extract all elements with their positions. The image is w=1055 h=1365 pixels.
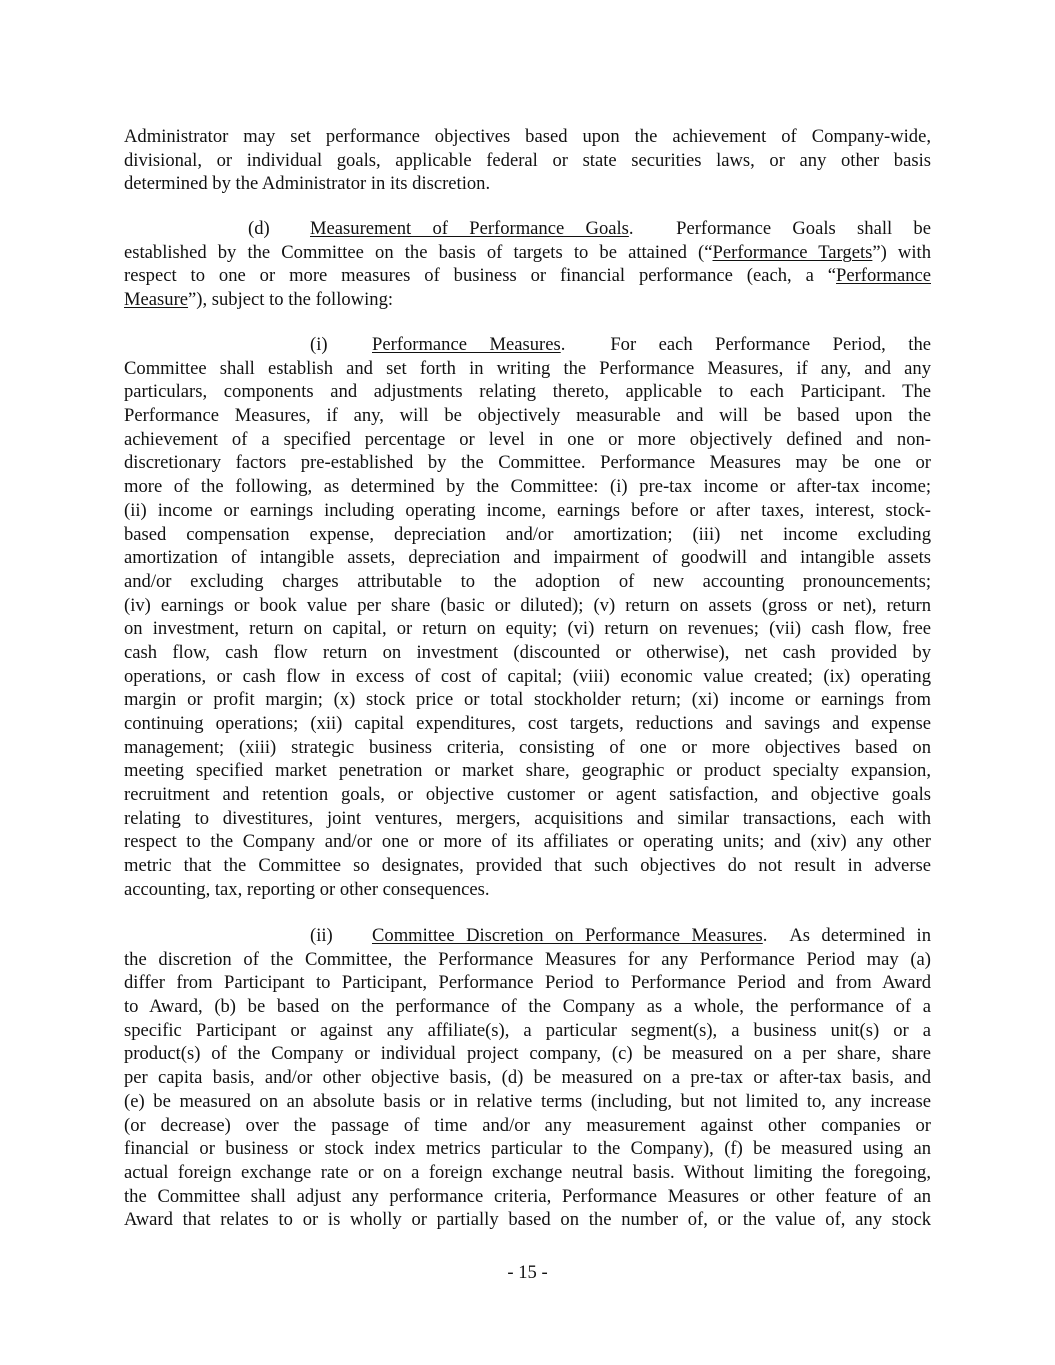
paragraph-intro	[124, 125, 931, 196]
section-heading: Performance Measures	[372, 334, 561, 355]
text-line: (ii) income or earnings including operating income, earnings before or after taxes, interest, stock-	[124, 499, 931, 521]
section-number: (i)	[310, 334, 328, 355]
text-line: accounting, tax, reporting or other consequences.	[124, 878, 490, 900]
text-line: amortization of intangible assets, depreciation and impairment of goodwill and intangible assets	[124, 547, 931, 569]
text-line: based compensation expense, depreciation and/or amortization; (iii) net income excluding	[124, 523, 931, 545]
text-line: on investment, return on capital, or return on equity; (vi) return on revenues; (vii) cash flow, free	[124, 618, 931, 640]
text-line: (iv) earnings or book value per share (basic or diluted); (v) return on assets (gross or net), return	[124, 594, 931, 616]
defined-term: Performance Targets	[712, 241, 873, 263]
text-line: financial or business or stock index metrics particular to the Company), (f) be measured using an	[124, 1138, 931, 1160]
defined-term: Performance	[836, 265, 931, 287]
section-number: (ii)	[310, 925, 333, 946]
text-line: metric that the Committee so designates, provided that such objectives do not result in adverse	[124, 855, 931, 877]
text-line: cash flow, cash flow return on investment (discounted or otherwise), net cash provided by	[124, 641, 931, 663]
text-line: (i) Performance Measures. For each Performance Period, the	[310, 334, 932, 355]
text-line: actual foreign exchange rate or on a foreign exchange neutral basis. Without limiting the foregoing,	[124, 1161, 931, 1183]
text-line: achievement of a specified percentage or level in one or more objectively defined and non-	[124, 428, 931, 450]
text-line: more of the following, as determined by the Committee: (i) pre-tax income or after-tax income;	[124, 476, 931, 498]
text-line: and/or excluding charges attributable to the adoption of new accounting pronouncements;	[124, 570, 931, 592]
text-line: divisional, or individual goals, applicable federal or state securities laws, or any other basis	[124, 149, 931, 171]
text-line: the Committee shall adjust any performance criteria, Performance Measures or other feature of an	[124, 1185, 931, 1207]
text-line: meeting specified market penetration or market share, geographic or product specialty expansion,	[124, 760, 931, 782]
text-line: Committee shall establish and set forth in writing the Performance Measures, if any, and any	[124, 357, 931, 379]
text-line: (or decrease) over the passage of time and/or any measurement against other companies or	[124, 1114, 931, 1136]
text-line: continuing operations; (xii) capital expenditures, cost targets, reductions and savings and expense	[124, 713, 931, 734]
section-heading: Committee Discretion on Performance Measures	[372, 925, 763, 946]
text-line: determined by the Administrator in its discretion.	[124, 173, 491, 195]
section-d-i	[124, 333, 931, 902]
section-number: (d)	[248, 218, 270, 239]
text-line: respect to the Company and/or one or more of its affiliates or operating units; and (xiv) any other	[124, 831, 931, 853]
defined-term: Measure	[124, 289, 189, 311]
text-line: Measure”), subject to the following:	[124, 289, 394, 311]
text-line: (e) be measured on an absolute basis or in relative terms (including, but not limited to, any increase	[124, 1090, 931, 1112]
text-line: particulars, components and adjustments relating thereto, applicable to each Participant. The	[124, 381, 931, 403]
text-line: recruitment and retention goals, or objective customer or agent satisfaction, and objective goals	[124, 784, 931, 806]
text-line: (ii) Committee Discretion on Performance Measures. As determined in	[310, 925, 931, 946]
text-line: to Award, (b) be based on the performance of the Company as a whole, the performance of a	[124, 996, 931, 1018]
text-line: Administrator may set performance objectives based upon the achievement of Company-wide,	[124, 126, 931, 147]
text-line: respect to one or more measures of business or financial performance (each, a “Performance	[124, 265, 931, 287]
text-line: specific Participant or against any affiliate(s), a particular segment(s), a business unit(s) or a	[124, 1019, 931, 1041]
text-line: per capita basis, and/or other objective basis, (d) be measured on a pre-tax or after-tax basis, and	[124, 1067, 931, 1089]
text-line: operations, or cash flow in excess of cost of capital; (viii) economic value created; (ix) operating	[124, 665, 931, 687]
text-line: (d) Measurement of Performance Goals. Performance Goals shall be	[248, 218, 931, 239]
section-d	[124, 217, 931, 312]
text-line: relating to divestitures, joint ventures, mergers, acquisitions and similar transactions, each with	[124, 807, 931, 829]
section-heading: Measurement of Performance Goals	[310, 218, 629, 239]
text-line: discretionary factors pre-established by the Committee. Performance Measures may be one or	[124, 452, 931, 474]
text-line: differ from Participant to Participant, Performance Period to Performance Period and from Award	[124, 972, 931, 994]
text-line: Performance Measures, if any, will be objectively measurable and will be based upon the	[124, 405, 931, 427]
text-line: product(s) of the Company or individual project company, (c) be measured on a per share, share	[124, 1043, 931, 1065]
text-line: the discretion of the Committee, the Performance Measures for any Performance Period may (a)	[124, 948, 931, 970]
text-line: Award that relates to or is wholly or partially based on the number of, or the value of, any stock	[124, 1209, 931, 1231]
section-d-ii	[124, 924, 931, 1232]
text-line: margin or profit margin; (x) stock price or total stockholder return; (xi) income or earnings from	[124, 689, 931, 711]
text-line: established by the Committee on the basis of targets to be attained (“Performance Targets”) with	[124, 241, 931, 263]
page-number: - 15 -	[507, 1262, 548, 1283]
text-line: management; (xiii) strategic business criteria, consisting of one or more objectives based on	[124, 736, 931, 758]
